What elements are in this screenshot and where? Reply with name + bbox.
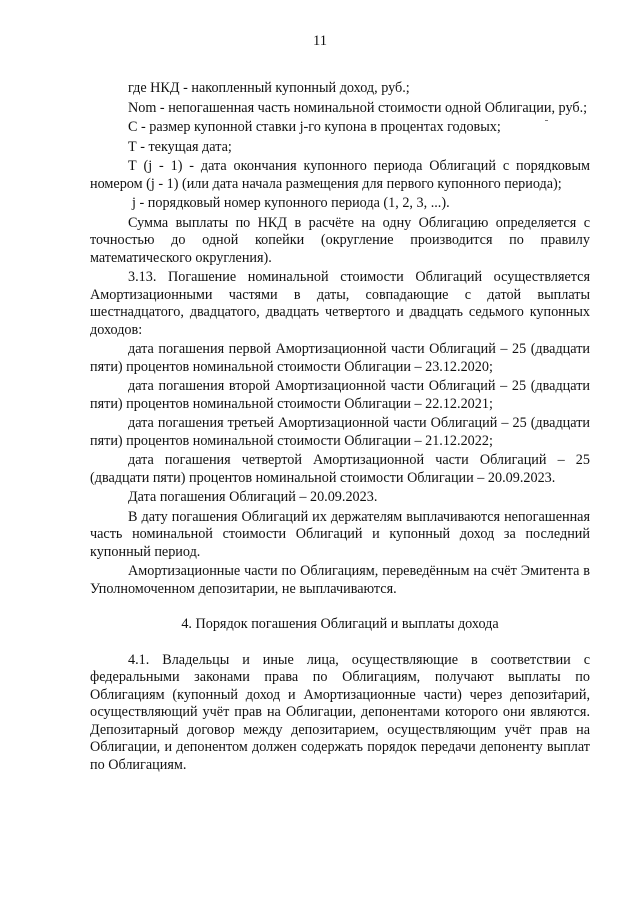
paragraph: Nom - непогашенная часть номинальной стоимости одной Облигации, руб.; (128, 99, 588, 116)
paragraph: С - размер купонной ставки j-го купона в процентах годовых; (128, 119, 501, 135)
document-body (90, 80, 590, 774)
paragraph: дата погашения первой Амортизационной части Облигаций – 25 (двадцати пяти) процентов номинальной стоимости Облигации – 23.12.2020; (90, 341, 590, 375)
section-heading: 4. Порядок погашения Облигаций и выплаты дохода (181, 616, 499, 632)
paragraph: 4.1. Владельцы и иные лица, осуществляющие в соответствии с федеральными законами права по Облигациям, получают выплаты по Облигациям (купонный доход и Амортизационные части) через депозитарий, осуществляющий учёт прав на Облигации, депонентами которого они являются. Депозитарный договор между депозитарием, осуществляющим учёт прав на Облигации, и депонентом должен содержать порядок передачи депоненту выплат по Облигациям. (90, 651, 590, 773)
paragraph: Т - текущая дата; (128, 138, 232, 155)
paragraph: дата погашения четвертой Амортизационной части Облигаций – 25 (двадцати пяти) процентов номинальной стоимости Облигации – 20.09.2023. (90, 452, 590, 486)
paragraph: Сумма выплаты по НКД в расчёте на одну Облигацию определяется с точностью до одной копейки (округление производится по правилу математического округления). (90, 214, 590, 266)
paragraph: Дата погашения Облигаций – 20.09.2023. (128, 489, 378, 505)
paragraph: Т (j - 1) - дата окончания купонного периода Облигаций с порядковым номером (j - 1) (или дата начала размещения для первого купонного периода); (90, 158, 590, 192)
paragraph: В дату погашения Облигаций их держателям выплачиваются непогашенная часть номинальной стоимости Облигаций и купонный доход за последний купонный период. (90, 508, 590, 560)
paragraph: дата погашения второй Амортизационной части Облигаций – 25 (двадцати пяти) процентов номинальной стоимости Облигации – 22.12.2021; (90, 378, 590, 412)
paragraph: Амортизационные части по Облигациям, переведённым на счёт Эмитента в Уполномоченном депозитарии, не выплачиваются. (90, 563, 590, 597)
paragraph: где НКД - накопленный купонный доход, руб.; (128, 80, 410, 96)
paragraph: 3.13. Погашение номинальной стоимости Облигаций осуществляется Амортизационными частями в даты, совпадающие с датой выплаты шестнадцатого, двадцатого, двадцать четвертого и двадцать седьмого купонных доходов: (90, 269, 590, 338)
paragraph: дата погашения третьей Амортизационной части Облигаций – 25 (двадцати пяти) процентов номинальной стоимости Облигации – 21.12.2022; (90, 415, 590, 449)
page-number: 11 (313, 33, 327, 49)
paragraph: j - порядковый номер купонного периода (1, 2, 3, ...). (132, 195, 450, 211)
